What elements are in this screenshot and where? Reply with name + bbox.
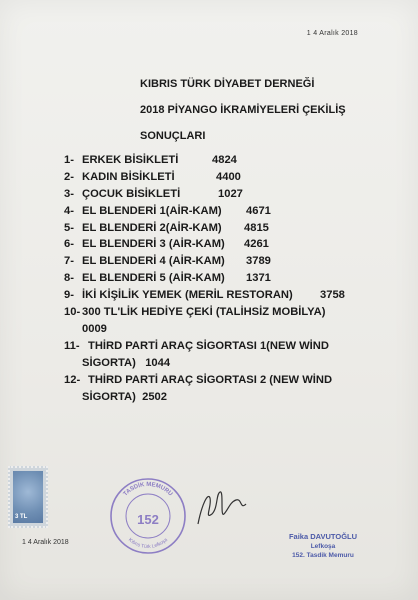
signature-image: [190, 484, 250, 534]
prize-number: 3758: [320, 289, 345, 302]
prize-list: [64, 152, 404, 405]
official-city: Lefkoşa: [310, 543, 336, 550]
prize-label: ERKEK BİSİKLETİ: [82, 154, 179, 166]
prize-item-1: 1- ERKEK BİSİKLETİ 4824: [64, 152, 404, 169]
prize-label: EL BLENDERİ 4 (AİR-KAM): [82, 255, 225, 268]
prize-number: 0009: [82, 322, 107, 335]
prize-number: 2502: [142, 390, 167, 403]
prize-item-2: 2- KADIN BİSİKLETİ 4400: [64, 169, 404, 186]
round-seal-stamp: [108, 476, 188, 556]
prize-item-3: 3- ÇOCUK BİSİKLETİ 1027: [64, 186, 404, 203]
prize-number: 4815: [244, 221, 269, 234]
heading-results: SONUÇLARI: [140, 130, 206, 142]
prize-item-6: 6- EL BLENDERİ 3 (AİR-KAM) 4261: [64, 236, 404, 253]
prize-item-5: 5- EL BLENDERİ 2(AİR-KAM) 4815: [64, 220, 404, 237]
stamp-value: 3 TL: [15, 514, 28, 520]
prize-label: THİRD PARTİ ARAÇ SİGORTASI 1(NEW WİND: [88, 339, 329, 352]
official-stamp: [268, 532, 378, 559]
seal-top-text: TASDİK MEMURU: [122, 481, 174, 498]
prize-item-11-continued: SİGORTA) 1044: [82, 356, 171, 369]
prize-number: 1044: [145, 356, 171, 369]
prize-item-9: 9- İKİ KİŞİLİK YEMEK (MERİL RESTORAN) 3758: [64, 287, 404, 304]
prize-label: KADIN BİSİKLETİ: [82, 170, 175, 183]
heading-lottery: 2018 PİYANGO İKRAMİYELERİ ÇEKİLİŞ: [140, 104, 346, 116]
prize-item-12-continued: SİGORTA) 2502: [82, 390, 167, 403]
prize-label: THİRD PARTİ ARAÇ SİGORTASI 2 (NEW WİND: [88, 373, 333, 386]
date-stamp-bottom: 1 4 Aralık 2018: [22, 539, 69, 546]
prize-number: 1027: [218, 187, 243, 200]
prize-label: EL BLENDERİ 1(AİR-KAM): [82, 204, 222, 217]
prize-number: 1371: [246, 272, 271, 285]
prize-item-7: 7- EL BLENDERİ 4 (AİR-KAM) 3789: [64, 253, 404, 270]
official-title: 152. Tasdik Memuru: [292, 552, 354, 559]
prize-item-12: 12- THİRD PARTİ ARAÇ SİGORTASI 2 (NEW WİND: [64, 373, 333, 386]
prize-label: 300 TL'LİK HEDİYE ÇEKİ (TALİHSİZ MOBİLYA): [82, 306, 326, 319]
prize-number: 4261: [244, 238, 269, 251]
official-name: Faika DAVUTOĞLU: [288, 532, 358, 541]
prize-number: 4400: [216, 170, 241, 183]
prize-label: EL BLENDERİ 3 (AİR-KAM): [82, 238, 225, 251]
prize-label: ÇOCUK BİSİKLETİ: [82, 187, 181, 200]
prize-number: 4671: [246, 204, 271, 217]
prize-item-11: 11- THİRD PARTİ ARAÇ SİGORTASI 1(NEW WİND: [64, 339, 329, 352]
prize-number: 4824: [212, 154, 237, 166]
heading-association: KIBRIS TÜRK DİYABET DERNEĞİ: [140, 78, 315, 90]
prize-label: EL BLENDERİ 5 (AİR-KAM): [82, 272, 225, 285]
prize-item-8: 8- EL BLENDERİ 5 (AİR-KAM) 1371: [64, 270, 404, 287]
date-stamp-top: 1 4 Aralık 2018: [306, 30, 358, 37]
seal-bottom-text: Kıbrıs Türk Lefkoşa: [127, 537, 169, 551]
prize-label: EL BLENDERİ 2(AİR-KAM): [82, 221, 222, 234]
prize-item-4: 4- EL BLENDERİ 1(AİR-KAM) 4671: [64, 203, 404, 220]
postage-stamp: [8, 466, 48, 528]
prize-label: İKİ KİŞİLİK YEMEK (MERİL RESTORAN): [82, 289, 293, 302]
seal-center-number: 152: [137, 512, 159, 527]
svg-text:Kıbrıs Türk Lefkoşa: [127, 537, 169, 550]
prize-item-10: 10- 300 TL'LİK HEDİYE ÇEKİ (TALİHSİZ MOBİLYA): [64, 306, 326, 319]
prize-number: 3789: [246, 255, 271, 268]
